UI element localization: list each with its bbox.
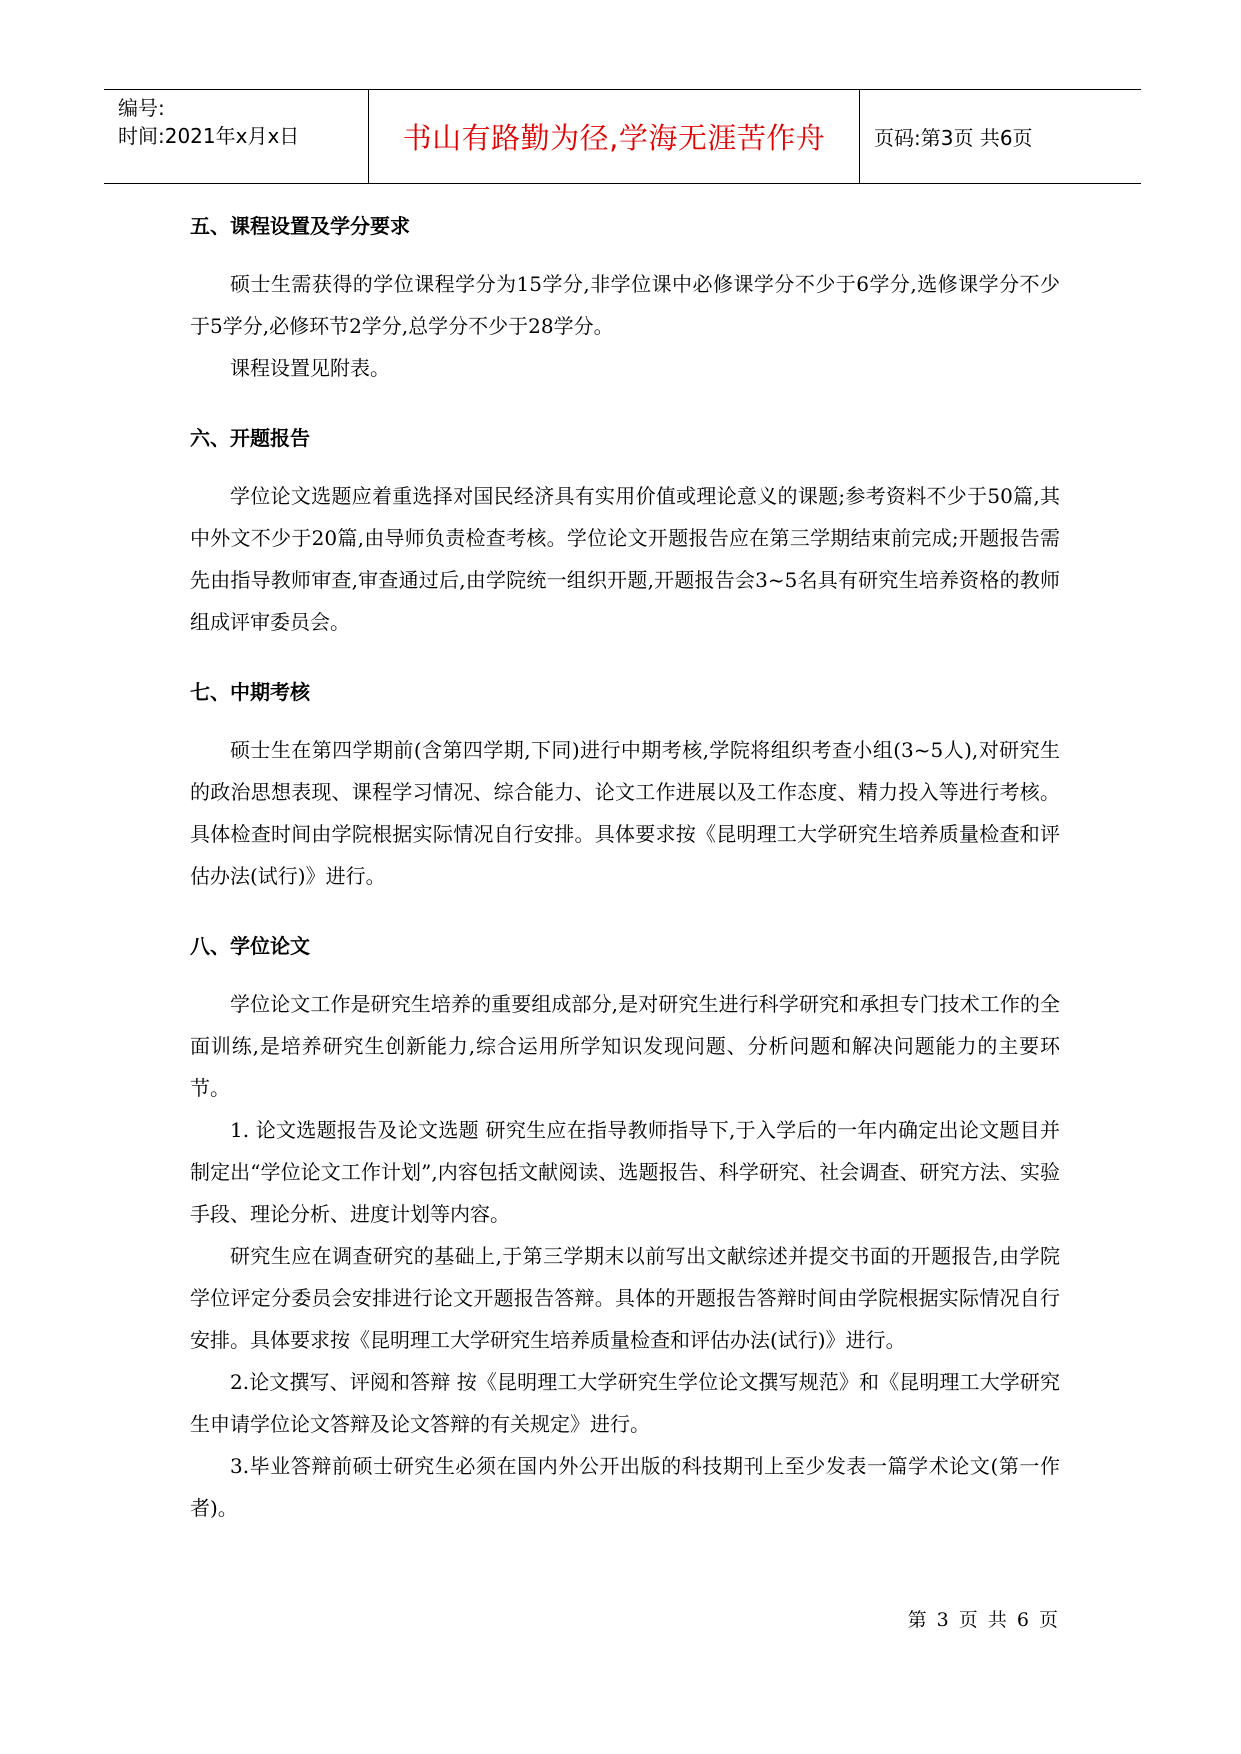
footer-page-number: 第 3 页 共 6 页	[907, 1609, 1060, 1631]
paragraph: 3.毕业答辩前硕士研究生必须在国内外公开出版的科技期刊上至少发表一篇学术论文(第一作者)。	[190, 1454, 1060, 1520]
header-meta-cell	[104, 90, 369, 183]
document-body	[190, 205, 1060, 1529]
section-heading-thesis: 八、学位论文	[190, 934, 310, 958]
header-motto-cell	[369, 90, 860, 183]
document-date: 时间:2021年x月x日	[118, 124, 300, 148]
paragraph: 研究生应在调查研究的基础上,于第三学期末以前写出文献综述并提交书面的开题报告,由学院学位评定分委员会安排进行论文开题报告答辩。具体的开题报告答辩时间由学院根据实际情况自行安排。具体要求按《昆明理工大学研究生培养质量检查和评估办法(试行)》进行。	[190, 1244, 1060, 1352]
paragraph: 1. 论文选题报告及论文选题 研究生应在指导教师指导下,于入学后的一年内确定出论文题目并制定出“学位论文工作计划”,内容包括文献阅读、选题报告、科学研究、社会调查、研究方法、实验手段、理论分析、进度计划等内容。	[190, 1118, 1060, 1226]
header-page-cell	[860, 90, 1141, 183]
section-heading-midterm: 七、中期考核	[190, 680, 310, 704]
section-heading-proposal: 六、开题报告	[190, 426, 310, 450]
header-motto: 书山有路勤为径,学海无涯苦作舟	[402, 121, 826, 155]
page-header	[104, 89, 1141, 184]
page-footer	[900, 1605, 1060, 1632]
paragraph: 硕士生在第四学期前(含第四学期,下同)进行中期考核,学院将组织考查小组(3~5人),对研究生的政治思想表现、课程学习情况、综合能力、论文工作进展以及工作态度、精力投入等进行考核。具体检查时间由学院根据实际情况自行安排。具体要求按《昆明理工大学研究生培养质量检查和评估办法(试行)》进行。	[190, 738, 1060, 888]
document-number-label: 编号:	[118, 96, 165, 120]
paragraph: 学位论文工作是研究生培养的重要组成部分,是对研究生进行科学研究和承担专门技术工作的全面训练,是培养研究生创新能力,综合运用所学知识发现问题、分析问题和解决问题能力的主要环节。	[190, 992, 1060, 1100]
section-heading-course: 五、课程设置及学分要求	[190, 214, 410, 238]
header-page-code: 页码:第3页 共6页	[874, 126, 1033, 150]
paragraph: 学位论文选题应着重选择对国民经济具有实用价值或理论意义的课题;参考资料不少于50篇,其中外文不少于20篇,由导师负责检查考核。学位论文开题报告应在第三学期结束前完成;开题报告需先由指导教师审查,审查通过后,由学院统一组织开题,开题报告会3~5名具有研究生培养资格的教师组成评审委员会。	[190, 484, 1060, 634]
paragraph: 硕士生需获得的学位课程学分为15学分,非学位课中必修课学分不少于6学分,选修课学分不少于5学分,必修环节2学分,总学分不少于28学分。	[190, 272, 1060, 338]
paragraph: 课程设置见附表。	[230, 356, 390, 380]
paragraph: 2.论文撰写、评阅和答辩 按《昆明理工大学研究生学位论文撰写规范》和《昆明理工大学研究生申请学位论文答辩及论文答辩的有关规定》进行。	[190, 1370, 1060, 1436]
